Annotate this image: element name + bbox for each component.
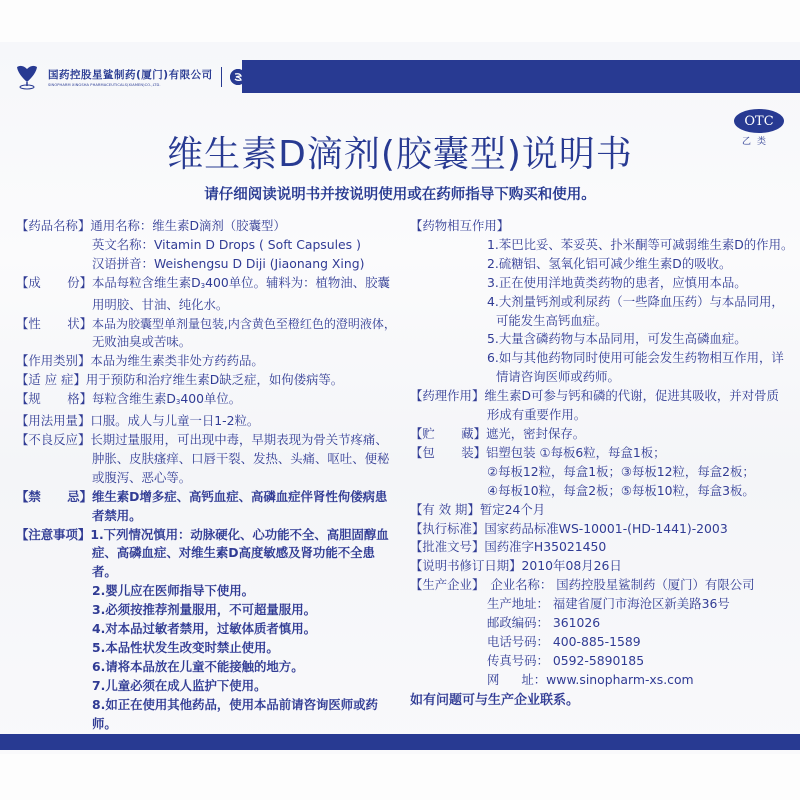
section-category bbox=[16, 352, 396, 371]
xingsha-brand-icon bbox=[230, 64, 251, 85]
interaction-item-cont: 情请咨询医师或药师。 bbox=[496, 369, 620, 385]
section-precautions bbox=[16, 526, 396, 545]
adverse-text: 长期过量服用，可出现中毒，早期表现为骨关节疼痛、 bbox=[90, 431, 388, 447]
logo-divider bbox=[221, 67, 222, 87]
section-specification bbox=[16, 390, 396, 412]
precaution-item: 症、高磷血症、对维生素D高度敏感及肾功能不全患者。 bbox=[92, 545, 375, 580]
contraindications-text-cont: 者禁用。 bbox=[92, 507, 142, 523]
section-adverse-reactions bbox=[16, 431, 396, 450]
otc-class-label: 乙类 bbox=[742, 137, 773, 147]
spec-text: 每粒含维生素$D_3400$单位。 bbox=[92, 391, 242, 407]
section-label: 【执行标准】 bbox=[410, 520, 485, 536]
section-revision-date bbox=[410, 557, 795, 576]
header-color-bar bbox=[242, 60, 800, 93]
section-indications bbox=[16, 371, 396, 390]
pharmacology-text: 维生素D可参与钙和磷的代谢，促进其吸收，并对骨质 bbox=[484, 388, 779, 404]
section-label: 【适 应 症】 bbox=[16, 372, 86, 388]
interaction-item: 5.大量含磷药物与本品同用，可发生高磷血症。 bbox=[487, 331, 747, 347]
section-ingredients bbox=[16, 274, 396, 296]
section-package bbox=[410, 444, 795, 463]
section-label: 【生产企业】 bbox=[410, 577, 485, 593]
indications-text: 用于预防和治疗维生素D缺乏症，如佝偻病等。 bbox=[85, 372, 344, 388]
adverse-text-cont: 肿胀、皮肤瘙痒、口唇干裂、发热、头痛、呕吐、便秘 bbox=[92, 450, 390, 466]
section-label: 【规 格】 bbox=[16, 391, 92, 407]
section-approval bbox=[410, 538, 795, 557]
contact-note: 如有问题可与生产企业联系。 bbox=[410, 692, 580, 708]
manufacturer-address: 生产地址： 福建省厦门市海沧区新美路36号 bbox=[487, 596, 730, 612]
revision-date: 2010年08月26日 bbox=[521, 558, 622, 574]
interaction-item: 2.硫糖铝、氢氧化铝可减少维生素D的吸收。 bbox=[487, 255, 732, 271]
precaution-item: 8.如正在使用其他药品，使用本品前请咨询医师或药师。 bbox=[92, 696, 378, 731]
section-pharmacology bbox=[410, 387, 795, 406]
approval-number: 国药准字H35021450 bbox=[484, 539, 607, 555]
manufacturer-website-link[interactable]: www.sinopharm-xs.com bbox=[546, 671, 694, 687]
ingredients-text: 本品每粒含维生素$D_3400$单位。辅料为：植物油、胶囊 bbox=[92, 274, 390, 290]
section-manufacturer bbox=[410, 576, 795, 595]
appearance-text: 本品为胶囊型单剂量包装,内含黄色至橙红色的澄明液体， bbox=[92, 316, 396, 331]
validity-text: 暂定24个月 bbox=[479, 501, 546, 517]
section-label: 【成 份】 bbox=[16, 274, 92, 290]
dosage-text: 口服。成人与儿童一日1-2粒。 bbox=[90, 413, 260, 429]
package-text: 铝塑包装 ①每板6粒，每盒1板； bbox=[486, 444, 666, 460]
sinopharm-logo-icon bbox=[14, 64, 40, 90]
section-label: 【用法用量】 bbox=[16, 413, 91, 429]
contraindications-text: 维生素D增多症、高钙血症、高磷血症伴肾性佝偻病患 bbox=[92, 488, 388, 504]
otc-badge: OTC bbox=[734, 109, 784, 133]
interaction-item: 1.苯巴比妥、苯妥英、扑米酮等可减弱维生素D的作用。 bbox=[487, 236, 794, 252]
section-label: 【药品名称】 bbox=[16, 218, 91, 233]
left-column bbox=[16, 217, 396, 733]
company-logo bbox=[14, 64, 251, 90]
section-drug-name bbox=[16, 217, 396, 236]
section-label: 【药理作用】 bbox=[410, 388, 485, 404]
precaution-item: 5.本品性状发生改变时禁止使用。 bbox=[92, 639, 279, 655]
footer-color-bar bbox=[0, 734, 800, 750]
generic-name: 通用名称：维生素D滴剂（胶囊型） bbox=[90, 218, 286, 233]
precaution-item: 7.儿童必须在成人监护下使用。 bbox=[92, 677, 267, 693]
storage-text: 遮光，密封保存。 bbox=[486, 425, 586, 441]
manufacturer-name: 企业名称： 国药控股星鲨制药（厦门）有限公司 bbox=[490, 577, 755, 593]
company-name-cn: 国药控股星鲨制药(厦门)有限公司 bbox=[48, 69, 213, 81]
section-label: 【贮 藏】 bbox=[410, 425, 486, 441]
document-subtitle: 请仔细阅读说明书并按说明使用或在药师指导下购买和使用。 bbox=[204, 187, 596, 203]
section-label: 【不良反应】 bbox=[16, 431, 91, 447]
english-name: 英文名称：Vitamin D Drops ( Soft Capsules ) bbox=[92, 236, 361, 252]
pharmacology-text-cont: 形成有重要作用。 bbox=[487, 407, 587, 423]
section-label: 【说明书修订日期】 bbox=[410, 558, 522, 574]
interaction-item: 4.大剂量钙剂或利尿药（一些降血压药）与本品同用， bbox=[487, 293, 784, 309]
section-contraindications bbox=[16, 488, 396, 507]
document-title: 维生素D滴剂(胶囊型)说明书 bbox=[167, 134, 633, 175]
ingredients-text-cont: 用明胶、甘油、纯化水。 bbox=[92, 296, 229, 312]
section-validity bbox=[410, 501, 795, 520]
right-column bbox=[410, 217, 795, 711]
section-label: 【注意事项】 bbox=[16, 526, 91, 542]
section-standard bbox=[410, 520, 795, 539]
section-label: 【有 效 期】 bbox=[410, 501, 480, 517]
section-label-interactions: 【药物相互作用】 bbox=[410, 218, 510, 233]
manufacturer-website-row: 网 址：www.sinopharm-xs.com bbox=[487, 671, 694, 687]
section-label: 【性 状】 bbox=[16, 315, 92, 331]
company-name-en: SINOPHARM XINGSHA PHARMACEUTICALS(XIAMEN)CO.,LTD. bbox=[48, 83, 161, 87]
section-label: 【禁 忌】 bbox=[16, 488, 92, 504]
section-appearance bbox=[16, 315, 396, 334]
pinyin-name: 汉语拼音：Weishengsu D Diji (Jiaonang Xing) bbox=[92, 255, 365, 271]
precaution-item: 3.必须按推荐剂量服用，不可超量服用。 bbox=[92, 602, 316, 618]
interaction-item-cont: 可能发生高钙血症。 bbox=[496, 312, 608, 328]
interaction-item: 3.正在使用洋地黄类药物的患者，应慎用本品。 bbox=[487, 274, 747, 290]
precaution-item: 1.下列情况慎用：动脉硬化、心功能不全、高胆固醇血 bbox=[90, 526, 389, 542]
adverse-text-cont: 或腹泻、恶心等。 bbox=[92, 469, 192, 485]
section-label: 【批准文号】 bbox=[410, 539, 485, 555]
section-dosage bbox=[16, 412, 396, 431]
interaction-item: 6.如与其他药物同时使用可能会发生药物相互作用，详 bbox=[487, 350, 784, 366]
section-storage bbox=[410, 425, 795, 444]
manufacturer-fax: 传真号码： 0592-5890185 bbox=[487, 652, 645, 668]
package-text-cont: ④每板10粒，每盒2板；⑤每板10粒，每盒3板。 bbox=[487, 482, 755, 498]
precaution-item: 6.请将本品放在儿童不能接触的地方。 bbox=[92, 658, 304, 674]
section-label: 【包 装】 bbox=[410, 444, 486, 460]
manufacturer-phone: 电话号码： 400-885-1589 bbox=[487, 633, 641, 649]
section-label: 【作用类别】 bbox=[16, 353, 91, 369]
category-text: 本品为维生素类非处方药药品。 bbox=[90, 353, 264, 369]
manufacturer-postcode: 邮政编码： 361026 bbox=[487, 615, 601, 631]
precaution-item: 2.婴儿应在医师指导下使用。 bbox=[92, 583, 255, 599]
precaution-item: 4.对本品过敏者禁用，过敏体质者慎用。 bbox=[92, 621, 316, 637]
package-text-cont: ②每板12粒，每盒1板；③每板12粒，每盒2板； bbox=[487, 463, 755, 479]
registered-mark: ® bbox=[244, 64, 251, 71]
appearance-text-cont: 无败油臭或苦味。 bbox=[92, 334, 192, 350]
standard-text: 国家药品标准WS-10001-(HD-1441)-2003 bbox=[484, 520, 728, 536]
